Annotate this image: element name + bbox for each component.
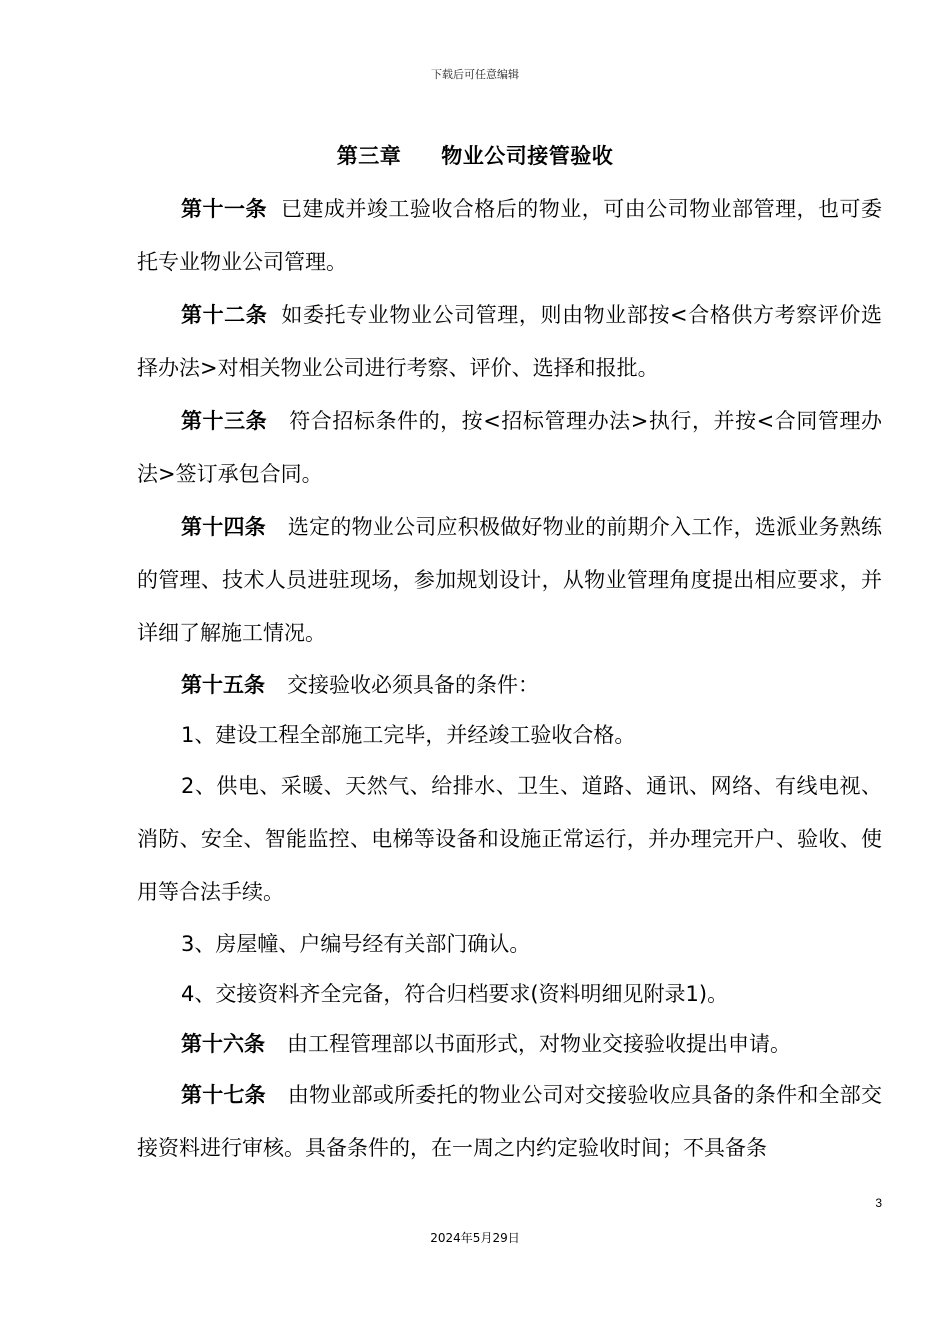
article-16 xyxy=(137,1019,882,1069)
article-14 xyxy=(137,501,882,660)
article-11 xyxy=(137,183,882,289)
article-13 xyxy=(137,395,882,501)
header-note: 下载后可任意编辑 xyxy=(431,68,519,81)
article-17 xyxy=(137,1069,882,1175)
article-label: 第十三条 xyxy=(181,409,268,433)
article-label: 第十五条 xyxy=(181,673,265,697)
chapter-title xyxy=(0,140,950,170)
article-text: 符合招标条件的，按<招标管理办法>执行，并按<合同管理办法>签订承包合同。 xyxy=(137,409,883,486)
chapter-heading: 物业公司接管验收 xyxy=(441,144,614,168)
article-text: 选定的物业公司应积极做好物业的前期介入工作，选派业务熟练的管理、技术人员进驻现场，参加规划设计，从物业管理角度提出相应要求，并详细了解施工情况。 xyxy=(137,515,883,645)
article-text: 由工程管理部以书面形式，对物业交接验收提出申请。 xyxy=(287,1032,791,1056)
condition-3: 3、房屋幢、户编号经有关部门确认。 xyxy=(181,932,531,956)
footer-date: 2024年5月29日 xyxy=(430,1231,520,1245)
article-label: 第十四条 xyxy=(181,515,266,539)
article-label: 第十一条 xyxy=(181,197,267,221)
article-15 xyxy=(137,660,882,710)
condition-1: 1、建设工程全部施工完毕，并经竣工验收合格。 xyxy=(181,723,636,747)
article-text: 交接验收必须具备的条件： xyxy=(287,673,539,697)
article-label: 第十七条 xyxy=(181,1083,266,1107)
body-text xyxy=(137,183,882,1175)
article-12 xyxy=(137,289,882,395)
article-text: 已建成并竣工验收合格后的物业，可由公司物业部管理，也可委托专业物业公司管理。 xyxy=(137,197,882,274)
chapter-number: 第三章 xyxy=(336,144,402,168)
article-text: 如委托专业物业公司管理，则由物业部按<合格供方考察评价选择办法>对相关物业公司进行考察、评价、选择和报批。 xyxy=(137,303,882,380)
condition-2: 2、供电、采暖、天然气、给排水、卫生、道路、通讯、网络、有线电视、消防、安全、智能监控、电梯等设备和设施正常运行，并办理完开户、验收、使用等合法手续。 xyxy=(137,774,882,904)
page-number: 3 xyxy=(875,1196,882,1210)
article-label: 第十二条 xyxy=(181,303,268,327)
condition-4: 4、交接资料齐全完备，符合归档要求(资料明细见附录1)。 xyxy=(181,982,729,1006)
article-text: 由物业部或所委托的物业公司对交接验收应具备的条件和全部交接资料进行审核。具备条件的，在一周之内约定验收时间；不具备条 xyxy=(137,1083,883,1160)
article-label: 第十六条 xyxy=(181,1032,265,1056)
